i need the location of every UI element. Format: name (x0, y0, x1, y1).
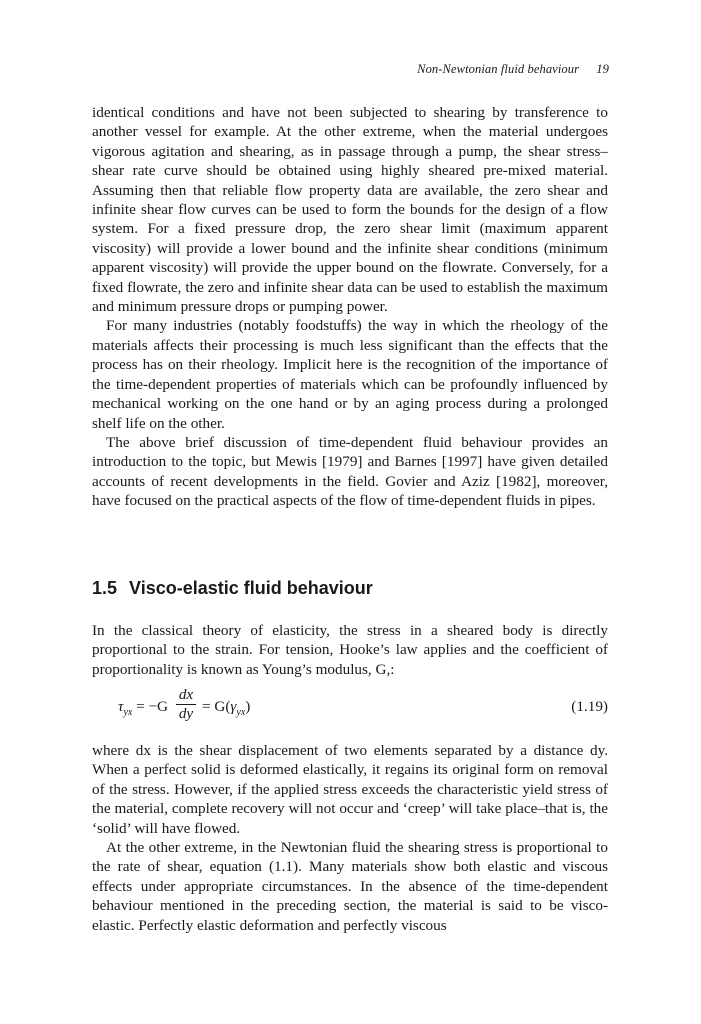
fraction-numerator: dx (176, 686, 196, 705)
paragraph: At the other extreme, in the Newtonian fluid the shearing stress is proportional to the rate of shear, equation (1.1). Many materials show both elastic and viscous effects under appropriate circumstances. In the absence of the time-dependent behaviour mentioned in the preceding section, the material is said to be visco-elastic. Perfectly elastic deformation and perfectly viscous (92, 839, 608, 934)
section-title: Visco-elastic fluid behaviour (129, 578, 373, 598)
equation-number: (1.19) (571, 698, 608, 715)
section-intro (92, 621, 608, 679)
equation-lhs: $\tau_{yx} = -G$ (118, 698, 169, 719)
section-number: 1.5 (92, 578, 118, 598)
body-text-before-section (92, 103, 608, 511)
fraction-denominator: dy (178, 705, 194, 722)
paragraph: The above brief discussion of time-dependent fluid behaviour provides an introduction to the topic, but Mewis [1979] and Barnes [1997] have given detailed accounts of recent developments in the field. Govier and Aziz [1982], moreover, have focused on the practical aspects of the flow of time-dependent fluids in pipes. (92, 433, 608, 510)
paragraph: In the classical theory of elasticity, the stress in a sheared body is directly proportional to the strain. For tension, Hooke’s law applies and the coefficient of proportionality is known as Young’s modulus, G,: (92, 622, 608, 678)
page-number: 19 (596, 62, 609, 76)
paragraph: For many industries (notably foodstuffs) the way in which the rheology of the materials affects their processing is much less significant than the effects that the process has on their rheology. Implicit here is the recognition of the importance of the time-dependent properties of materials which can be profoundly influenced by mechanical working on the one hand or by an aging process during a prolonged shelf life on the other. (92, 317, 608, 432)
equation-fraction (176, 686, 196, 723)
equation-1-19 (118, 686, 608, 730)
running-title: Non-Newtonian fluid behaviour (417, 62, 580, 76)
running-header (417, 62, 609, 77)
paragraph: where dx is the shear displacement of two elements separated by a distance dy. When a perfect solid is deformed elastically, it regains its original form on removal of the stress. However, if the applied stress exceeds the characteristic yield stress of the material, complete recovery will not occur and ‘creep’ will take place–that is, the ‘solid’ will have flowed. (92, 742, 608, 837)
paragraph: identical conditions and have not been subjected to shearing by transference to another vessel for example. At the other extreme, when the material undergoes vigorous agitation and shearing, as in passage through a pump, the shear stress–shear rate curve should be obtained using highly sheared pre-mixed material. Assuming then that reliable flow property data are available, the zero shear and infinite shear flow curves can be used to form the bounds for the design of a flow system. For a fixed pressure drop, the zero shear limit (maximum apparent viscosity) will provide a lower bound and the infinite shear conditions (minimum apparent viscosity) will provide the upper bound on the flowrate. Conversely, for a fixed flowrate, the zero and infinite shear data can be used to establish the maximum and minimum pressure drops or pumping power. (92, 104, 608, 316)
body-text-after-equation (92, 741, 608, 935)
section-heading (92, 578, 373, 599)
equation-rhs: = $G(\gamma_{yx})$ (202, 698, 251, 719)
